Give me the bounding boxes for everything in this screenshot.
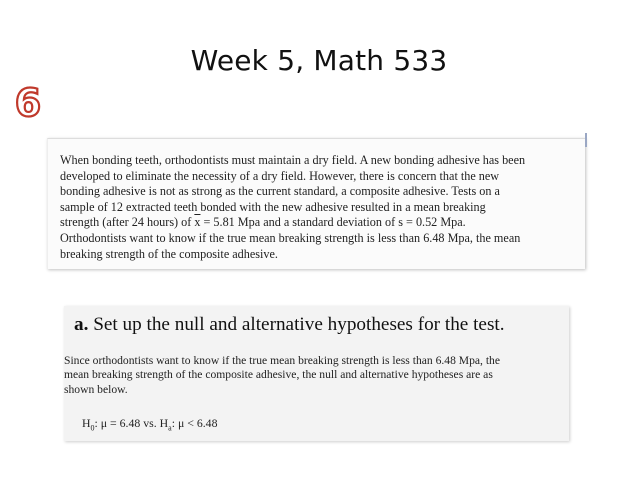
problem-line <box>60 215 574 231</box>
slide-number-badge <box>8 84 48 122</box>
hypotheses <box>82 416 217 432</box>
part-a-heading-text: Set up the null and alternative hypotheses for the test. <box>88 314 505 335</box>
slide-number-text: 6 <box>14 84 42 122</box>
problem-statement-box <box>47 138 585 269</box>
null-hypothesis-subscript: 0 <box>90 423 95 433</box>
part-a-label: a. <box>74 314 89 335</box>
slide-title: Week 5, Math 533 <box>190 44 448 77</box>
problem-line-part: = 5.81 Mpa and a standard deviation of s = 0.52 Mpa. <box>200 215 466 230</box>
problem-line: When bonding teeth, orthodontists must maintain a dry field. A new bonding adhesive has been <box>60 153 526 167</box>
problem-line-part: strength (after 24 hours) of <box>60 215 195 230</box>
problem-line: sample of 12 extracted teeth bonded with the new adhesive resulted in a mean breaking <box>60 199 486 214</box>
alt-hypothesis-text: : μ < 6.48 <box>171 416 218 430</box>
explanation-line: Since orthodontists want to know if the true mean breaking strength is less than 6.48 Mpa, the <box>64 354 500 367</box>
problem-line: bonding adhesive is not as strong as the current standard, a composite adhesive. Tests on a <box>60 184 500 199</box>
problem-line: Orthodontists want to know if the true mean breaking strength is less than 6.48 Mpa, the mean <box>60 230 521 245</box>
problem-statement-text <box>60 153 574 262</box>
problem-line: developed to eliminate the necessity of a dry field. However, there is concern that the new <box>60 168 500 183</box>
explanation-line: shown below. <box>64 382 128 396</box>
part-a-box <box>64 306 569 441</box>
null-hypothesis-text: : μ = 6.48 vs. <box>94 416 160 430</box>
box-edge-marker <box>585 133 587 147</box>
alt-hypothesis-letter: H <box>159 416 169 430</box>
null-hypothesis-letter: H <box>82 416 91 430</box>
x-bar-symbol: $\overline{x}$ <box>194 215 201 230</box>
part-a-heading <box>74 314 505 336</box>
alt-hypothesis-subscript: a <box>168 423 172 433</box>
part-a-explanation <box>64 354 569 397</box>
problem-line: breaking strength of the composite adhesive. <box>60 246 278 261</box>
explanation-line: mean breaking strength of the composite adhesive, the null and alternative hypotheses are as <box>64 368 493 382</box>
